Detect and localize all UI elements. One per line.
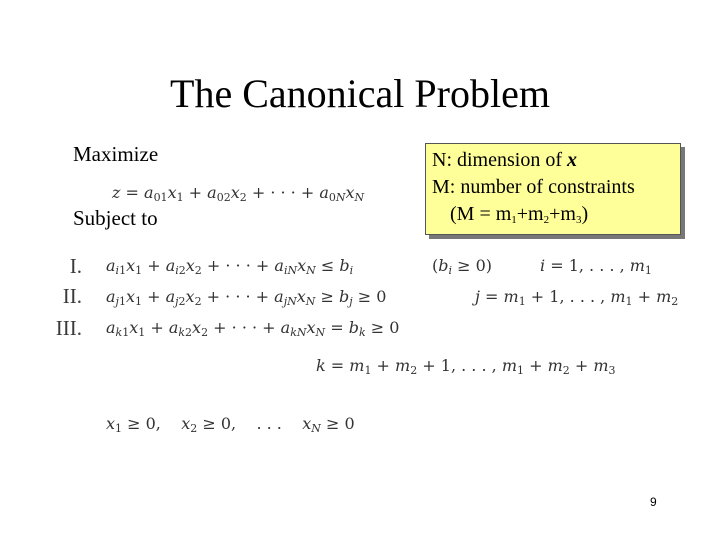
note-line-m-sum: $(M = m_1+m_2+m_3)$	[450, 203, 589, 226]
note-line-dimension	[432, 147, 674, 174]
note-variable-x: x	[567, 149, 577, 171]
note-line-constraints: M: number of constraints	[432, 176, 635, 198]
page-number: 9	[650, 495, 657, 509]
slide-title: The Canonical Problem	[170, 71, 550, 116]
constraint-2-range: $j = m_1 + 1$, . . . , $m_1 + m_2$	[475, 287, 679, 308]
note-line-dimension-text: N: dimension of	[432, 149, 567, 171]
definition-note-box	[425, 143, 681, 235]
roman-numeral-2: II.	[62, 284, 82, 308]
roman-numeral-3: III.	[55, 316, 82, 340]
maximize-label: Maximize	[73, 142, 159, 166]
constraint-3-equation: $a_{k1}x_1 + a_{k2}x_2$ + · · · + $a_{kN}x_N = b_k \ge 0$	[106, 318, 400, 339]
constraint-1-condition: $(b_i \ge 0)$	[432, 256, 493, 277]
nonnegativity-constraints: $x_1 \ge 0$, $x_2 \ge 0$, . . . $x_N \ge 0$	[106, 414, 355, 435]
constraint-3-range: $k = m_1 + m_2 + 1$, . . . , $m_1 + m_2 + m_3$	[316, 356, 616, 377]
constraint-2-equation: $a_{j1}x_1 + a_{j2}x_2$ + · · · + $a_{jN}x_N \ge b_j \ge 0$	[106, 287, 387, 308]
subject-to-label: Subject to	[73, 206, 158, 230]
constraint-1-range: i = 1, . . . , $m_1$	[540, 256, 652, 277]
objective-equation: $z = a_{01}x_1 + a_{02}x_2$ + · · · + $a_{0N}x_N$	[112, 183, 365, 204]
roman-numeral-1: I.	[69, 254, 82, 278]
constraint-1-equation: $a_{i1}x_1 + a_{i2}x_2$ + · · · + $a_{iN}x_N \le b_i$	[106, 256, 354, 277]
